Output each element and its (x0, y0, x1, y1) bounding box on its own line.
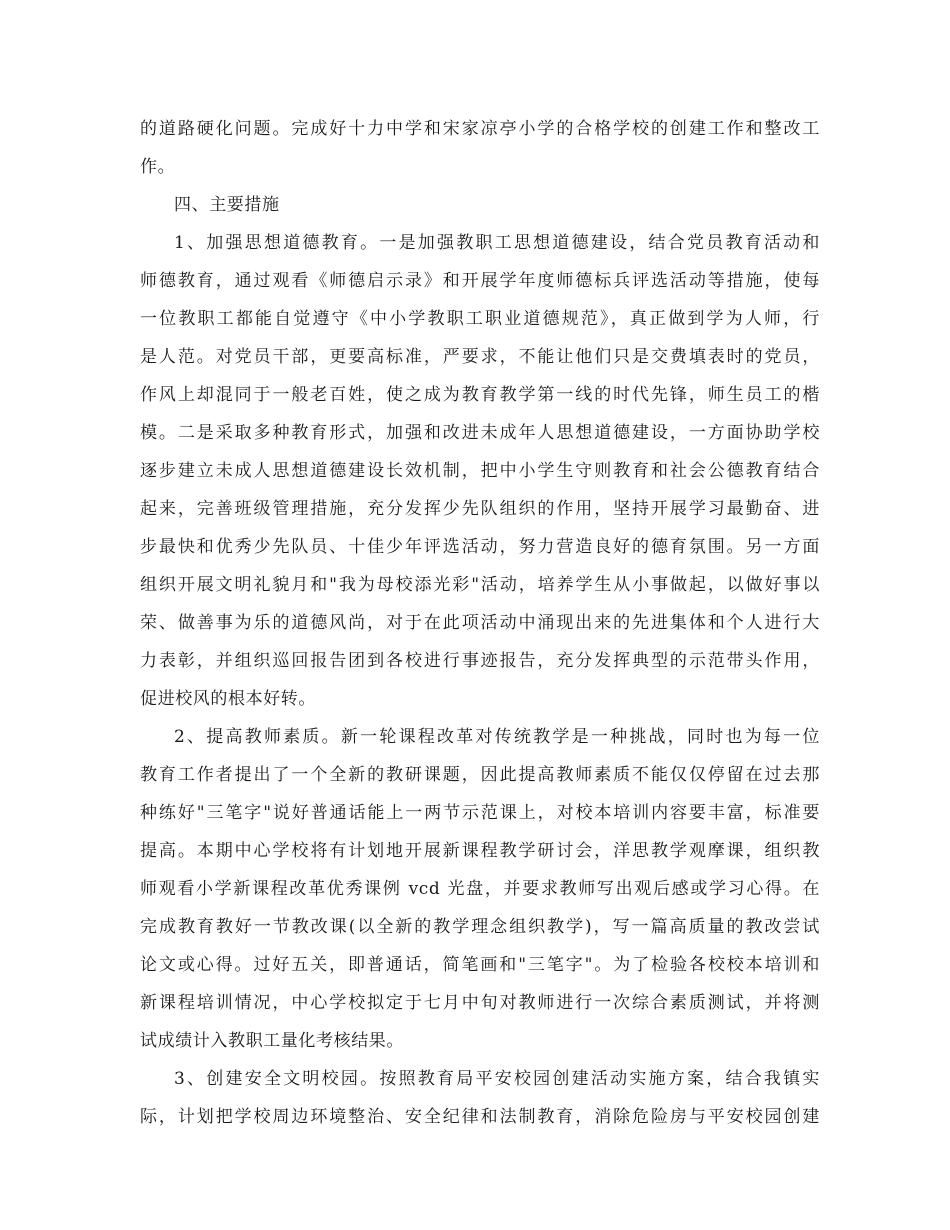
text-line: 2、提高教师素质。新一轮课程改革对传统教学是一种挑战，同时也为每一位 (174, 727, 820, 747)
text-line: 力表彰，并组织巡回报告团到各校进行事迹报告，充分发挥典型的示范带头作用， (140, 651, 820, 671)
text-line: 新课程培训情况，中心学校拟定于七月中旬对教师进行一次综合素质测试，并将测 (140, 993, 820, 1013)
text-line: 种练好"三笔字"说好普通话能上一两节示范课上，对校本培训内容要丰富，标准要 (140, 803, 820, 823)
text-line: 提高。本期中心学校将有计划地开展新课程教学研讨会，洋思教学观摩课，组织教 (140, 841, 820, 861)
text-line: 是人范。对党员干部，更要高标准，严要求，不能让他们只是交费填表时的党员， (140, 347, 820, 367)
section-heading: 四、主要措施 (174, 195, 280, 215)
text-line: 逐步建立未成人思想道德建设长效机制，把中小学生守则教育和社会公德教育结合 (140, 461, 820, 481)
text-line: 步最快和优秀少先队员、十佳少年评选活动，努力营造良好的德育氛围。另一方面 (140, 537, 820, 557)
text-line: 教育工作者提出了一个全新的教研课题，因此提高教师素质不能仅仅停留在过去那 (140, 765, 820, 785)
text-line: 作风上却混同于一般老百姓，使之成为教育教学第一线的时代先锋，师生员工的楷 (140, 385, 820, 405)
text-line: 模。二是采取多种教育形式，加强和改进未成年人思想道德建设，一方面协助学校 (140, 423, 820, 443)
text-line: 师观看小学新课程改革优秀课例 vcd 光盘，并要求教师写出观后感或学习心得。在 (140, 879, 820, 899)
text-line: 师德教育，通过观看《师德启示录》和开展学年度师德标兵评选活动等措施，使每 (140, 271, 820, 291)
text-line: 的道路硬化问题。完成好十力中学和宋家凉亭小学的合格学校的创建工作和整改工 (140, 119, 820, 139)
text-line: 完成教育教好一节教改课(以全新的教学理念组织教学)，写一篇高质量的教改尝试 (140, 917, 820, 937)
text-line: 际，计划把学校周边环境整治、安全纪律和法制教育，消除危险房与平安校园创建 (140, 1107, 820, 1127)
text-line: 起来，完善班级管理措施，充分发挥少先队组织的作用，坚持开展学习最勤奋、进 (140, 499, 820, 519)
text-line: 荣、做善事为乐的道德风尚，对于在此项活动中涌现出来的先进集体和个人进行大 (140, 613, 820, 633)
text-line: 作。 (140, 157, 176, 177)
text-line: 促进校风的根本好转。 (140, 689, 316, 709)
text-line: 1、加强思想道德教育。一是加强教职工思想道德建设，结合党员教育活动和 (174, 233, 820, 253)
text-line: 一位教职工都能自觉遵守《中小学教职工职业道德规范》，真正做到学为人师，行 (140, 309, 820, 329)
text-line: 试成绩计入教职工量化考核结果。 (140, 1031, 404, 1051)
text-line: 组织开展文明礼貌月和"我为母校添光彩"活动，培养学生从小事做起，以做好事以 (140, 575, 820, 595)
text-line: 论文或心得。过好五关，即普通话，简笔画和"三笔字"。为了检验各校校本培训和 (140, 955, 820, 975)
text-line: 3、创建安全文明校园。按照教育局平安校园创建活动实施方案，结合我镇实 (174, 1069, 820, 1089)
